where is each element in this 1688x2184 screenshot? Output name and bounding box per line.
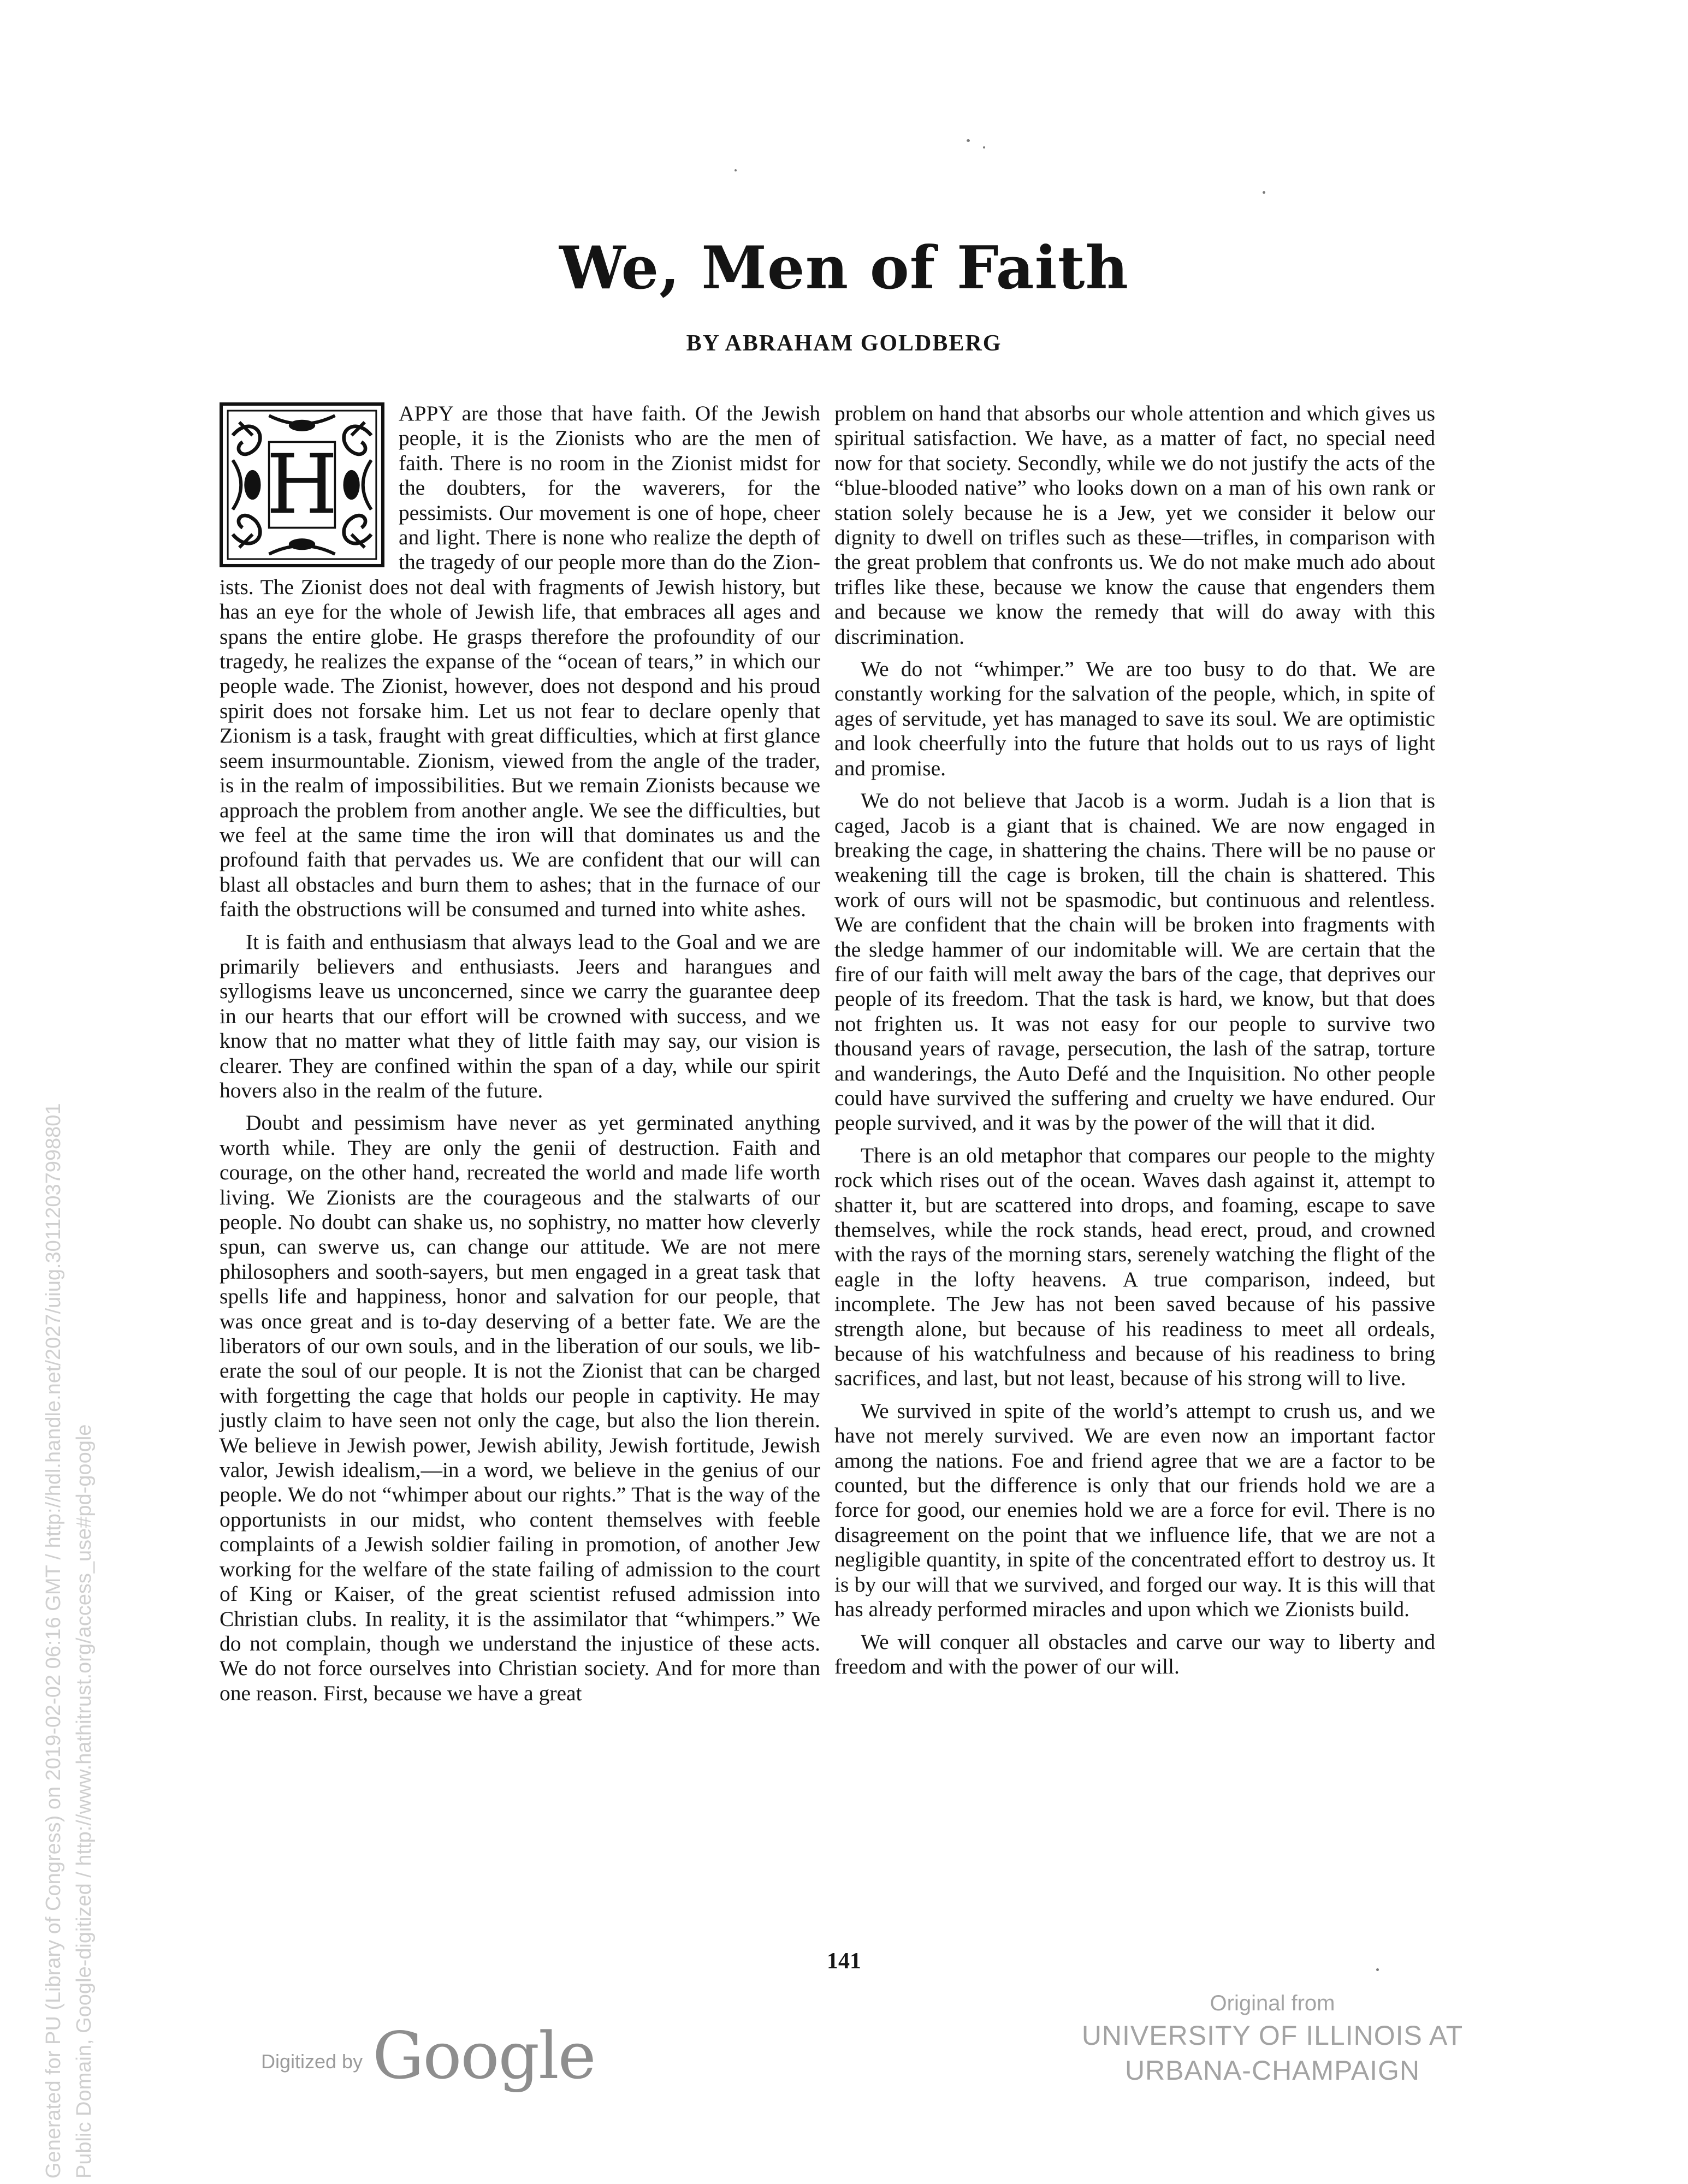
left-paragraph-3: Doubt and pessimism have never as yet germinated anything worth while. They are only the genii of destruction. Faith and courage, on the other hand, recreated the world and made life worth living. We Zionists are the courageous and the stalwarts of our people. No doubt can shake us, no sophistry, no matter how cleverly spun, can swerve us, can change our attitude. We are not mere philosophers and sooth-sayers, but men engaged in a great task that spells life and happiness, honor and salvation for our people, that was once great and is to-day deserving of a better fate. We are the liberators of our own souls, and in the liberation of our souls, we liberate the soul of our people. It is not the Zionist that can be charged with forgetting the cage that holds our people in captivity. He may justly claim to have seen not only the cage, but also the lion therein. We believe in Jewish power, Jewish ability, Jewish fortitude, Jewish valor, Jewish idealism,—in a word, we believe in the genius of our people. We do not “whimper about our rights.” That is the way of the opportunists in our midst, who content themselves with feeble complaints of a Jewish soldier failing in promotion, of another Jew working for the welfare of the state failing of admission to the court of King or Kaiser, of the great scientist refused admission into Christian clubs. In reality, it is the assimilator that “whimpers.” We do not complain, though we understand the injustice of these acts. We do not force ourselves into Christian society. And for more than one reason. First, because we have a great (220, 1111, 820, 1705)
drop-cap-letter: H (266, 437, 338, 532)
first-paragraph-text: APPY are those that have faith. Of the Jewish people, it is the Zionists who are the men of faith. There is no room in the Zionist midst for the doubters, for the waverers, for the pessimists. Our movement is one of hope, cheer and light. There is none who realize the depth of the tragedy of our people more than do the Zionists. The Zionist does not deal with fragments of Jewish history, but has an eye for the whole of Jewish life, that embraces all ages and spans the entire globe. He grasps therefore the profoundity of our tragedy, he realizes the expanse of the “ocean of tears,” in which our people wade. The Zionist, however, does not despond and his proud spirit does not forsake him. Let us not fear to declare openly that Zionism is a task, fraught with great difficulties, which at first glance seem insurmountable. Zionism, viewed from the angle of the trader, is in the realm of impossibilities. But we remain Zionists because we approach the problem from another angle. We see the difficulties, but we feel at the same time the iron will that dominates us and the profound faith that pervades us. We are confident that our will can blast all obstacles and burn them to ashes; that in the furnace of our faith the obstructions will be consumed and turned into white ashes. (220, 401, 820, 922)
right-paragraph-4: There is an old metaphor that compares our people to the mighty rock which rises out of the ocean. Waves dash against it, attempt to shatter it, but are scattered into drops, and foaming, escape to save themselves, while the rock stands, head erect, proud, and crowned with the rays of the morning stars, serenely watching the flight of the eagle in the lofty heavens. A true comparison, indeed, but incomplete. The Jew has not been saved because of his passive strength alone, but because of his readiness to meet all ordeals, because of his watchfulness and because of his readiness to bring sacrifices, and last, but not least, because of his strong will to live. (834, 1143, 1435, 1391)
left-column (220, 401, 820, 1713)
right-paragraph-2: We do not “whimper.” We are too busy to do that. We are constantly working for the salvation of the people, which, in spite of ages of servitude, yet has managed to save its soul. We are optimistic and look cheerfully into the future that holds out to us rays of light and promise. (834, 657, 1435, 780)
right-paragraph-6: We will conquer all obstacles and carve our way to liberty and freedom and with the power of our will. (834, 1629, 1435, 1678)
original-source (1049, 1989, 1496, 2088)
digitized-by-label: Digitized by (261, 2050, 363, 2073)
original-from-label: Original from (1210, 1991, 1335, 2015)
right-paragraph-5: We survived in spite of the world’s attempt to crush us, and we have not merely survived. We are even now an important factor among the nations. Foe and friend agree that we are a factor to be counted, but the difference is only that our friends hold we are a force for good, our enemies hold we are a force for evil. There is no disagreement on the point that we influence life, that we are not a negligible quantity, in spite of the concentrated effort to destroy us. It is by our will that we survived, and forged our way. It is this will that has already performed miracles and upon which we Zionists build. (834, 1398, 1435, 1622)
right-paragraph-3: We do not believe that Jacob is a worm. Judah is a lion that is caged, Jacob is a giant that is chained. We are now engaged in breaking the cage, in shattering the chains. There will be no pause or weakening till the cage is broken, till the chain is shattered. This work of ours will not be spasmodic, but continuous and relentless. We are confident that the chain will be broken into fragments with the sledge hammer of our indomitable will. We are certain that the fire of our faith will melt away the bars of the cage, that deprives our people of its freedom. That the task is hard, we know, but that does not frighten us. It was not easy for our people to survive two thousand years of ravage, persecution, the lash of the satrap, torture and wanderings, the Auto Defé and the Inquisition. No other people could have survived the suffering and cruelty we have endured. Our people survived, and it was by the power of the will that it did. (834, 788, 1435, 1135)
page-number: 141 (827, 1949, 861, 1974)
right-paragraph-1: problem on hand that absorbs our whole attention and which gives us spiritual satisfaction. We have, as a matter of fact, no special need now for that society. Secondly, while we do not justify the acts of the “blue-blooded native” who looks down on a man of his own rank or station solely because he is a Jew, yet we consider it below our dignity to dwell on trifles such as these—trifles, in comparison with the great problem that confronts us. We do not make much ado about trifles like these, because we know the cause that engenders them and because we know the remedy that will do away with this discrimination. (834, 401, 1435, 649)
ornamental-drop-cap (220, 402, 384, 567)
scan-speck (967, 139, 970, 142)
article-title: We, Men of Faith (559, 234, 1129, 302)
scan-speck (983, 146, 985, 149)
first-paragraph (220, 401, 820, 922)
digitized-by-google (261, 2020, 595, 2091)
article-byline: BY ABRAHAM GOLDBERG (686, 331, 1002, 356)
watermark-line-2: Public Domain, Google-digitized / http://www.hathitrust.org/access_use#pd-google (73, 1424, 96, 2179)
left-paragraph-2: It is faith and enthusiasm that always lead to the Goal and we are primarily believers and enthusiasts. Jeers and harangues and syllogisms leave us unconcerned, since we carry the guarantee deep in our hearts that our effort will be crowned with success, and we know that no matter what they of little faith may say, our vision is clearer. They are confined within the span of a day, while our spirit hovers also in the realm of the future. (220, 929, 820, 1102)
right-column (834, 401, 1435, 1687)
google-logo-icon: Google (372, 2018, 595, 2093)
watermark-line-1: Generated for PU (Library of Congress) on 2019-02-02 06:16 GMT / http://hdl.handle.net/2027/uiug.30112037998801 (42, 1103, 65, 2179)
institution-name-line-1: UNIVERSITY OF ILLINOIS AT (1081, 2020, 1464, 2051)
institution-name-line-2: URBANA-CHAMPAIGN (1124, 2055, 1420, 2086)
scan-speck (1263, 191, 1265, 194)
scan-speck (735, 169, 737, 171)
